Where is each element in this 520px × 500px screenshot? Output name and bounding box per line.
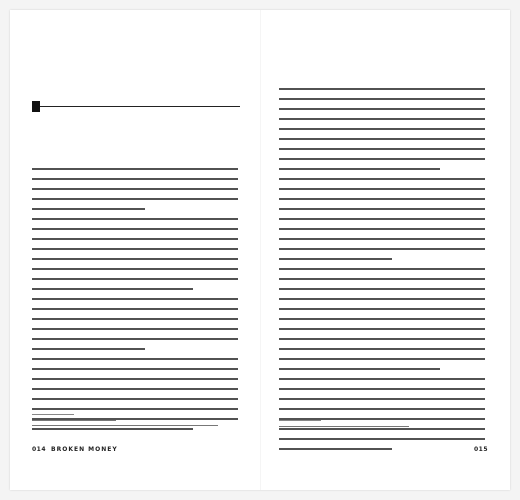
text-line <box>32 408 238 410</box>
text-line <box>279 348 485 350</box>
text-line <box>32 258 238 260</box>
footnote <box>279 426 409 427</box>
text-line <box>32 328 238 330</box>
footnote-rule <box>32 414 74 415</box>
footnote <box>32 420 116 421</box>
text-line <box>279 208 485 210</box>
text-line <box>279 88 485 90</box>
text-line <box>32 388 238 390</box>
text-line <box>279 408 485 410</box>
text-line <box>32 378 238 380</box>
text-line <box>279 318 485 320</box>
left-page <box>10 10 260 490</box>
text-line <box>32 398 238 400</box>
text-line <box>32 358 238 360</box>
text-line <box>32 168 238 170</box>
text-line <box>279 248 485 250</box>
text-line <box>32 228 238 230</box>
text-line <box>279 398 485 400</box>
text-line <box>279 118 485 120</box>
right-footer <box>468 446 488 453</box>
text-line <box>279 448 392 450</box>
text-line <box>279 358 485 360</box>
text-line <box>279 328 485 330</box>
text-line <box>279 278 485 280</box>
text-line <box>32 208 145 210</box>
open-book <box>10 10 510 490</box>
text-line <box>32 348 145 350</box>
text-line <box>279 138 485 140</box>
text-line <box>279 238 485 240</box>
book-title-footer: BROKEN MONEY <box>51 446 118 453</box>
text-line <box>279 258 392 260</box>
text-line <box>279 268 485 270</box>
text-line <box>32 288 193 290</box>
left-body-text <box>32 168 238 438</box>
footnote <box>32 425 218 426</box>
text-line <box>32 218 238 220</box>
text-line <box>279 168 440 170</box>
text-line <box>279 158 485 160</box>
text-line <box>32 188 238 190</box>
text-line <box>279 108 485 110</box>
text-line <box>279 178 485 180</box>
text-line <box>279 298 485 300</box>
right-page <box>261 10 510 490</box>
text-line <box>279 148 485 150</box>
page-number-right: 015 <box>473 446 488 453</box>
chapter-label <box>32 101 40 112</box>
text-line <box>32 268 238 270</box>
text-line <box>279 188 485 190</box>
text-line <box>279 128 485 130</box>
text-line <box>32 248 238 250</box>
right-footnotes <box>279 426 409 431</box>
text-line <box>279 198 485 200</box>
text-line <box>32 198 238 200</box>
text-line <box>279 368 440 370</box>
right-body-text <box>279 88 485 458</box>
text-line <box>279 288 485 290</box>
text-line <box>279 438 485 440</box>
text-line <box>32 238 238 240</box>
text-line <box>279 218 485 220</box>
chapter-header-rule <box>32 106 240 107</box>
text-line <box>279 228 485 230</box>
text-line <box>32 308 238 310</box>
text-line <box>32 338 238 340</box>
footnote-rule <box>279 420 321 421</box>
left-footnotes <box>32 420 218 430</box>
text-line <box>279 98 485 100</box>
text-line <box>279 388 485 390</box>
text-line <box>32 178 238 180</box>
text-line <box>279 308 485 310</box>
text-line <box>32 278 238 280</box>
text-line <box>32 298 238 300</box>
left-footer <box>32 446 118 453</box>
text-line <box>279 338 485 340</box>
text-line <box>279 378 485 380</box>
page-number-left: 014 <box>32 446 47 453</box>
text-line <box>32 368 238 370</box>
text-line <box>32 318 238 320</box>
